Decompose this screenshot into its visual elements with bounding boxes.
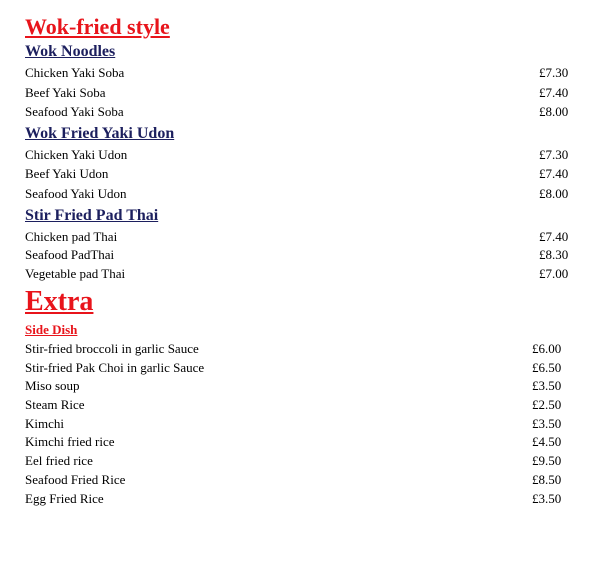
menu-item-price: £8.00 — [539, 186, 569, 201]
menu-item-name: Seafood Fried Rice — [25, 472, 126, 487]
menu-item-price: £7.00 — [539, 266, 569, 281]
menu-item-name: Beef Yaki Soba — [25, 85, 106, 100]
menu-item-name: Kimchi fried rice — [25, 434, 115, 449]
menu-item-name: Chicken Yaki Soba — [25, 65, 125, 80]
menu-item-price: £2.50 — [532, 397, 562, 412]
menu-item-price: £3.50 — [532, 491, 562, 506]
menu-item-name: Miso soup — [25, 378, 80, 393]
menu-item-name: Stir-fried Pak Choi in garlic Sauce — [25, 360, 205, 375]
menu-item-name: Vegetable pad Thai — [25, 266, 126, 281]
menu-item-name: Seafood PadThai — [25, 247, 115, 262]
group-title-stir-fried-pad-thai: Stir Fried Pad Thai — [25, 207, 159, 224]
menu-item-price: £4.50 — [532, 434, 562, 449]
menu-item-price: £3.50 — [532, 416, 562, 431]
menu-item-price: £9.50 — [532, 453, 562, 468]
menu-item-price: £7.30 — [539, 147, 569, 162]
menu-item-name: Steam Rice — [25, 397, 85, 412]
menu-item-price: £7.30 — [539, 65, 569, 80]
menu-item-price: £7.40 — [539, 229, 569, 244]
menu-item-name: Kimchi — [25, 416, 64, 431]
menu-item-name: Seafood Yaki Soba — [25, 104, 124, 119]
menu-item-price: £6.00 — [532, 341, 562, 356]
menu-item-price: £6.50 — [532, 360, 562, 375]
subsection-title-side-dish: Side Dish — [25, 322, 78, 337]
section-title-wok-fried: Wok-fried style — [25, 14, 170, 39]
group-title-wok-fried-yaki-udon: Wok Fried Yaki Udon — [25, 125, 175, 142]
menu-item-price: £7.40 — [539, 166, 569, 181]
menu-item-price: £8.50 — [532, 472, 562, 487]
menu-item-price: £8.30 — [539, 247, 569, 262]
menu-item-price: £8.00 — [539, 104, 569, 119]
section-title-extra: Extra — [25, 286, 94, 317]
menu-item-price: £7.40 — [539, 85, 569, 100]
menu-item-name: Chicken Yaki Udon — [25, 147, 128, 162]
menu-item-name: Eel fried rice — [25, 453, 93, 468]
menu-item-name: Egg Fried Rice — [25, 491, 104, 506]
menu-item-name: Beef Yaki Udon — [25, 166, 109, 181]
menu-item-name: Stir-fried broccoli in garlic Sauce — [25, 341, 199, 356]
menu-item-price: £3.50 — [532, 378, 562, 393]
menu-item-name: Seafood Yaki Udon — [25, 186, 127, 201]
menu-item-name: Chicken pad Thai — [25, 229, 118, 244]
group-title-wok-noodles: Wok Noodles — [25, 43, 116, 60]
